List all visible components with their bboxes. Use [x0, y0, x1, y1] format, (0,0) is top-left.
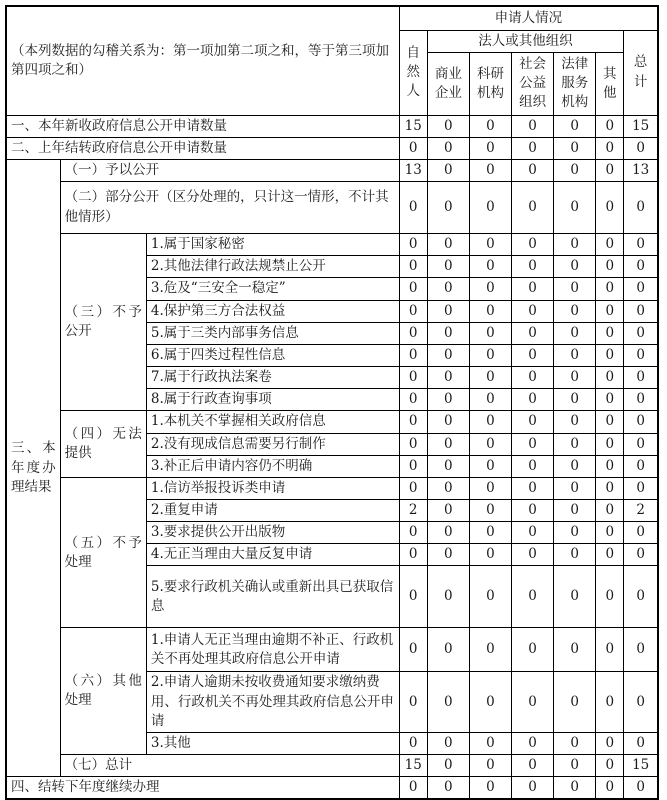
value-cell: 0 — [596, 182, 624, 234]
value-cell: 0 — [512, 322, 554, 344]
value-cell: 0 — [399, 411, 427, 433]
row-label-subtotal: （七）总计 — [60, 755, 399, 777]
value-cell: 0 — [427, 278, 469, 300]
value-cell: 0 — [427, 389, 469, 411]
value-cell: 0 — [596, 672, 624, 732]
value-cell: 0 — [624, 566, 658, 628]
value-cell: 0 — [512, 755, 554, 777]
value-cell: 0 — [554, 137, 596, 159]
value-cell: 0 — [427, 672, 469, 732]
value-cell: 0 — [427, 300, 469, 322]
value-cell: 0 — [512, 433, 554, 455]
table-row — [6, 477, 658, 499]
col-header-business-enterprise: 商业企业 — [427, 52, 469, 115]
row-label-process-information: 6.属于四类过程性信息 — [146, 344, 399, 366]
row-label-repeated-application: 2.重复申请 — [146, 500, 399, 522]
value-cell: 0 — [624, 344, 658, 366]
table-row — [6, 137, 658, 159]
value-cell: 0 — [427, 477, 469, 499]
value-cell: 0 — [596, 755, 624, 777]
value-cell: 0 — [624, 322, 658, 344]
disclosure-statistics-table — [5, 5, 659, 800]
value-cell: 0 — [624, 367, 658, 389]
value-cell: 0 — [469, 367, 511, 389]
value-cell: 0 — [596, 411, 624, 433]
row-label-carried-over: 二、上年结转政府信息公开申请数量 — [6, 137, 399, 159]
value-cell: 0 — [399, 322, 427, 344]
value-cell: 0 — [399, 344, 427, 366]
value-cell: 0 — [596, 628, 624, 672]
col-header-total: 总计 — [624, 30, 658, 115]
value-cell: 0 — [596, 455, 624, 477]
value-cell: 0 — [512, 300, 554, 322]
value-cell: 0 — [469, 389, 511, 411]
value-cell: 0 — [554, 344, 596, 366]
value-cell: 0 — [512, 455, 554, 477]
value-cell: 0 — [427, 182, 469, 234]
value-cell: 0 — [469, 628, 511, 672]
row-label-petition-complaint: 1.信访举报投诉类申请 — [146, 477, 399, 499]
value-cell: 0 — [596, 137, 624, 159]
value-cell: 0 — [554, 234, 596, 256]
value-cell: 0 — [596, 544, 624, 566]
value-cell: 0 — [624, 389, 658, 411]
value-cell: 0 — [399, 455, 427, 477]
row-label-granted-disclosure: （一）予以公开 — [60, 159, 399, 181]
value-cell: 0 — [399, 777, 427, 800]
value-cell: 0 — [512, 182, 554, 234]
value-cell: 0 — [624, 477, 658, 499]
value-cell: 0 — [596, 522, 624, 544]
value-cell: 0 — [469, 566, 511, 628]
value-cell: 0 — [596, 367, 624, 389]
row-label-overdue-no-correction: 1.申请人无正当理由逾期不补正、行政机关不再处理其政府信息公开申请 — [146, 628, 399, 672]
value-cell: 0 — [469, 234, 511, 256]
value-cell: 0 — [469, 256, 511, 278]
value-cell: 0 — [596, 300, 624, 322]
value-cell: 0 — [399, 628, 427, 672]
value-cell: 0 — [554, 732, 596, 754]
value-cell: 0 — [512, 566, 554, 628]
value-cell: 0 — [624, 628, 658, 672]
value-cell: 0 — [469, 182, 511, 234]
row-label-prohibited-by-law: 2.其他法律行政法规禁止公开 — [146, 256, 399, 278]
applicant-situation-header: 申请人情况 — [399, 6, 658, 30]
value-cell: 0 — [554, 566, 596, 628]
header-row-1 — [6, 6, 658, 30]
value-cell: 0 — [554, 411, 596, 433]
value-cell: 0 — [427, 411, 469, 433]
value-cell: 0 — [624, 455, 658, 477]
value-cell: 2 — [399, 500, 427, 522]
value-cell: 0 — [596, 115, 624, 137]
value-cell: 0 — [512, 137, 554, 159]
section-label-unable-to-provide: （四）无法提供 — [60, 411, 146, 477]
value-cell: 0 — [554, 777, 596, 800]
value-cell: 0 — [554, 159, 596, 181]
row-label-endanger-security: 3.危及“三安全一稳定” — [146, 278, 399, 300]
value-cell: 0 — [427, 628, 469, 672]
value-cell: 0 — [554, 433, 596, 455]
value-cell: 0 — [427, 115, 469, 137]
table-row — [6, 755, 658, 777]
table-row — [6, 115, 658, 137]
value-cell: 0 — [512, 367, 554, 389]
value-cell: 0 — [399, 256, 427, 278]
value-cell: 0 — [554, 322, 596, 344]
value-cell: 0 — [596, 433, 624, 455]
value-cell: 0 — [596, 159, 624, 181]
col-header-other-org: 其他 — [596, 52, 624, 115]
value-cell: 0 — [624, 234, 658, 256]
row-label-still-unclear: 3.补正后申请内容仍不明确 — [146, 455, 399, 477]
value-cell: 0 — [469, 433, 511, 455]
value-cell: 0 — [469, 344, 511, 366]
value-cell: 15 — [624, 755, 658, 777]
value-cell: 0 — [469, 522, 511, 544]
value-cell: 0 — [624, 433, 658, 455]
value-cell: 0 — [624, 182, 658, 234]
row-label-partial-disclosure: （二）部分公开（区分处理的，只计这一情形，不计其他情形） — [60, 182, 399, 234]
value-cell: 0 — [469, 455, 511, 477]
value-cell: 0 — [399, 433, 427, 455]
value-cell: 0 — [596, 344, 624, 366]
value-cell: 13 — [624, 159, 658, 181]
value-cell: 0 — [427, 367, 469, 389]
value-cell: 15 — [624, 115, 658, 137]
table-row — [6, 234, 658, 256]
value-cell: 0 — [469, 322, 511, 344]
value-cell: 0 — [399, 544, 427, 566]
value-cell: 0 — [469, 411, 511, 433]
value-cell: 0 — [596, 322, 624, 344]
value-cell: 0 — [624, 522, 658, 544]
value-cell: 0 — [512, 544, 554, 566]
value-cell: 0 — [427, 256, 469, 278]
col-header-legal-service-org: 法律服务机构 — [554, 52, 596, 115]
value-cell: 0 — [427, 137, 469, 159]
value-cell: 0 — [512, 389, 554, 411]
value-cell: 0 — [624, 672, 658, 732]
value-cell: 0 — [554, 115, 596, 137]
value-cell: 0 — [596, 732, 624, 754]
col-header-research-institution: 科研机构 — [469, 52, 511, 115]
table-row — [6, 628, 658, 672]
value-cell: 0 — [596, 234, 624, 256]
row-label-mass-repeated: 4.无正当理由大量反复申请 — [146, 544, 399, 566]
value-cell: 0 — [624, 300, 658, 322]
value-cell: 0 — [427, 522, 469, 544]
col-header-natural-person: 自然人 — [399, 30, 427, 115]
value-cell: 15 — [399, 115, 427, 137]
table-row — [6, 777, 658, 800]
value-cell: 0 — [427, 234, 469, 256]
section-label-annual-results: 三、本年度办理结果 — [6, 159, 60, 776]
value-cell: 0 — [512, 256, 554, 278]
section-label-other-handling: （六）其他处理 — [60, 628, 146, 755]
value-cell: 0 — [512, 777, 554, 800]
value-cell: 0 — [624, 777, 658, 800]
value-cell: 0 — [427, 322, 469, 344]
value-cell: 0 — [554, 455, 596, 477]
value-cell: 0 — [469, 477, 511, 499]
value-cell: 0 — [427, 159, 469, 181]
value-cell: 0 — [512, 234, 554, 256]
value-cell: 0 — [624, 411, 658, 433]
value-cell: 0 — [427, 455, 469, 477]
row-label-confirm-reissue: 5.要求行政机关确认或重新出具已获取信息 — [146, 566, 399, 628]
value-cell: 0 — [399, 278, 427, 300]
col-header-public-welfare-org: 社会公益组织 — [512, 52, 554, 115]
value-cell: 0 — [427, 777, 469, 800]
row-label-new-received: 一、本年新收政府信息公开申请数量 — [6, 115, 399, 137]
value-cell: 0 — [512, 628, 554, 672]
value-cell: 0 — [427, 732, 469, 754]
value-cell: 0 — [596, 566, 624, 628]
value-cell: 0 — [554, 500, 596, 522]
value-cell: 0 — [512, 411, 554, 433]
value-cell: 0 — [469, 755, 511, 777]
value-cell: 0 — [554, 182, 596, 234]
value-cell: 0 — [512, 732, 554, 754]
value-cell: 0 — [624, 137, 658, 159]
value-cell: 0 — [554, 389, 596, 411]
section-label-refused-disclosure: （三）不予公开 — [60, 234, 146, 411]
value-cell: 0 — [596, 477, 624, 499]
value-cell: 0 — [554, 256, 596, 278]
value-cell: 0 — [427, 544, 469, 566]
value-cell: 0 — [554, 477, 596, 499]
value-cell: 0 — [596, 500, 624, 522]
value-cell: 0 — [512, 672, 554, 732]
value-cell: 0 — [554, 544, 596, 566]
value-cell: 0 — [469, 672, 511, 732]
section-label-not-processed: （五）不予处理 — [60, 477, 146, 628]
value-cell: 0 — [427, 566, 469, 628]
value-cell: 0 — [469, 500, 511, 522]
row-label-internal-affairs: 5.属于三类内部事务信息 — [146, 322, 399, 344]
value-cell: 0 — [596, 256, 624, 278]
row-label-enforcement-files: 7.属于行政执法案卷 — [146, 367, 399, 389]
value-cell: 0 — [399, 522, 427, 544]
value-cell: 0 — [512, 159, 554, 181]
value-cell: 0 — [512, 278, 554, 300]
table-row — [6, 411, 658, 433]
value-cell: 0 — [399, 672, 427, 732]
value-cell: 0 — [624, 278, 658, 300]
value-cell: 0 — [624, 544, 658, 566]
value-cell: 0 — [624, 256, 658, 278]
value-cell: 0 — [512, 115, 554, 137]
row-label-not-held: 1.本机关不掌握相关政府信息 — [146, 411, 399, 433]
value-cell: 0 — [399, 732, 427, 754]
value-cell: 0 — [512, 344, 554, 366]
value-cell: 0 — [469, 278, 511, 300]
legal-org-group-header: 法人或其他组织 — [427, 30, 624, 52]
value-cell: 0 — [624, 732, 658, 754]
row-label-needs-creation: 2.没有现成信息需要另行制作 — [146, 433, 399, 455]
value-cell: 0 — [469, 300, 511, 322]
value-cell: 0 — [554, 672, 596, 732]
value-cell: 0 — [554, 755, 596, 777]
value-cell: 0 — [427, 500, 469, 522]
row-label-administrative-inquiry: 8.属于行政查询事项 — [146, 389, 399, 411]
value-cell: 0 — [427, 344, 469, 366]
value-cell: 0 — [399, 477, 427, 499]
row-label-public-publications: 3.要求提供公开出版物 — [146, 522, 399, 544]
value-cell: 0 — [512, 500, 554, 522]
value-cell: 0 — [399, 389, 427, 411]
row-label-other: 3.其他 — [146, 732, 399, 754]
row-label-overdue-unpaid-fees: 2.申请人逾期未按收费通知要求缴纳费用、行政机关不再处理其政府信息公开申请 — [146, 672, 399, 732]
value-cell: 0 — [399, 234, 427, 256]
value-cell: 0 — [427, 755, 469, 777]
value-cell: 0 — [399, 300, 427, 322]
value-cell: 0 — [554, 367, 596, 389]
value-cell: 0 — [512, 477, 554, 499]
row-label-carried-to-next-year: 四、结转下年度继续办理 — [6, 777, 399, 800]
value-cell: 2 — [624, 500, 658, 522]
table-body — [6, 115, 658, 799]
value-cell: 0 — [427, 433, 469, 455]
value-cell: 0 — [469, 544, 511, 566]
value-cell: 0 — [554, 628, 596, 672]
value-cell: 0 — [399, 182, 427, 234]
value-cell: 0 — [399, 367, 427, 389]
value-cell: 0 — [469, 137, 511, 159]
table-row — [6, 182, 658, 234]
row-label-state-secret: 1.属于国家秘密 — [146, 234, 399, 256]
table-row — [6, 159, 658, 181]
value-cell: 0 — [469, 159, 511, 181]
checksum-note: （本列数据的勾稽关系为：第一项加第二项之和，等于第三项加第四项之和） — [6, 6, 399, 115]
value-cell: 0 — [596, 278, 624, 300]
value-cell: 0 — [596, 777, 624, 800]
value-cell: 0 — [596, 389, 624, 411]
row-label-third-party-rights: 4.保护第三方合法权益 — [146, 300, 399, 322]
value-cell: 15 — [399, 755, 427, 777]
value-cell: 0 — [554, 278, 596, 300]
value-cell: 0 — [399, 566, 427, 628]
value-cell: 0 — [554, 522, 596, 544]
value-cell: 0 — [554, 300, 596, 322]
value-cell: 0 — [469, 732, 511, 754]
value-cell: 0 — [512, 522, 554, 544]
value-cell: 0 — [469, 115, 511, 137]
value-cell: 0 — [469, 777, 511, 800]
value-cell: 0 — [399, 137, 427, 159]
value-cell: 13 — [399, 159, 427, 181]
